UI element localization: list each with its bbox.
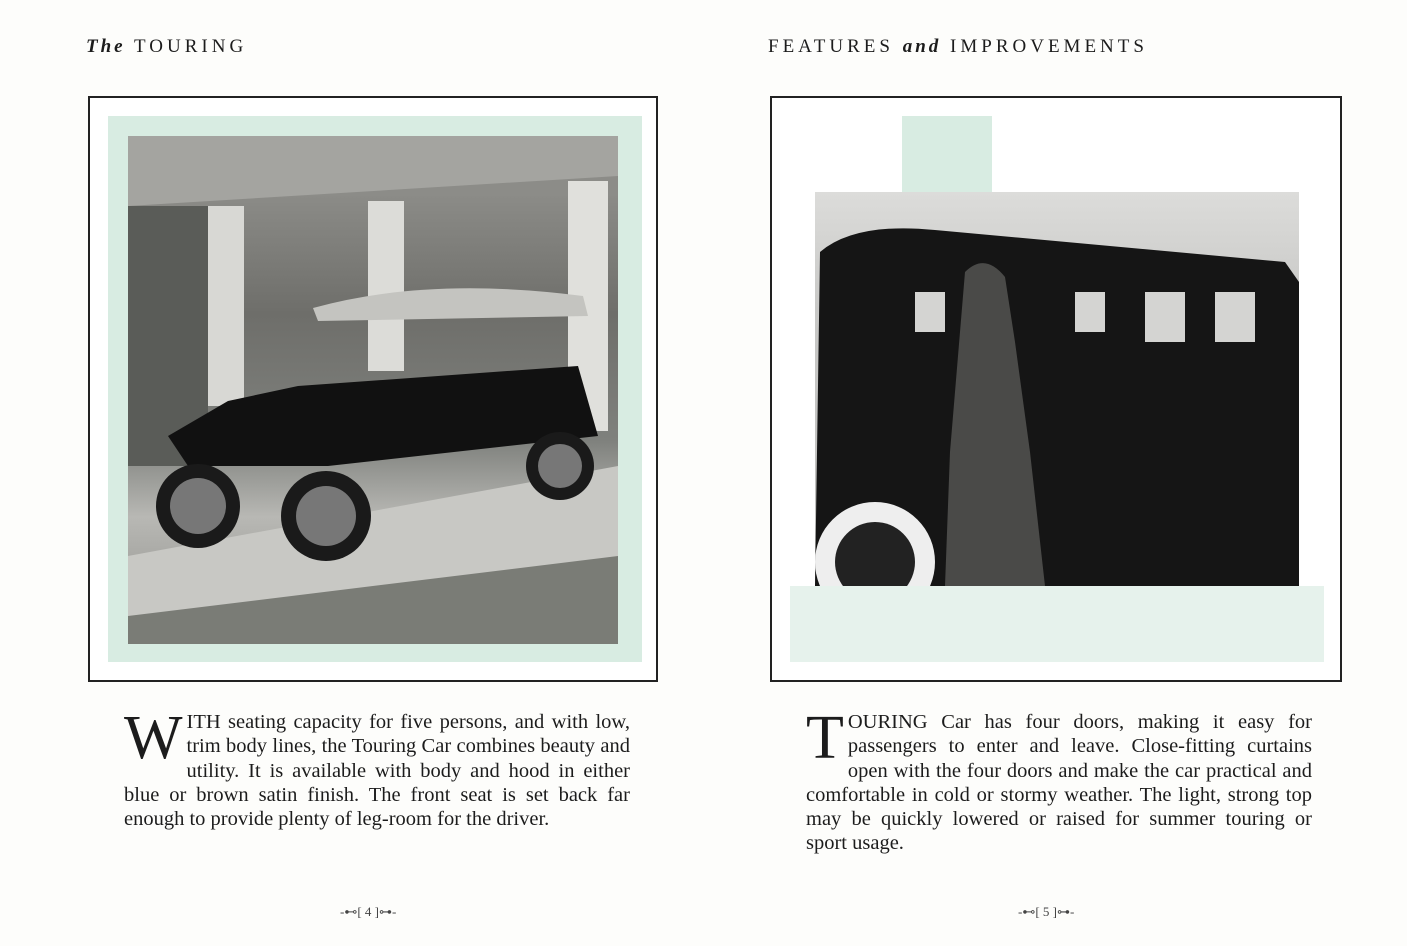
touring-car-illustration: [128, 136, 618, 644]
mint-background: [902, 116, 992, 196]
touring-car-photo: [128, 136, 618, 644]
car-doors-photo-frame: [770, 96, 1342, 682]
mint-background: [790, 586, 1324, 662]
header-prefix: The: [86, 36, 126, 57]
car-with-woman-illustration: [815, 192, 1299, 586]
touring-car-photo-frame: [88, 96, 658, 682]
drop-cap: W: [124, 704, 183, 772]
paragraph: ITH seating capacity for five persons, and with low, trim body lines, the Touring Car combines beauty and utility. It is available with body and hood in either blue or brown satin finish. The front seat is set back far enough to provide plenty of leg-room for the driver.: [124, 711, 630, 831]
left-page-header: [86, 36, 247, 58]
right-page-body-text: [806, 704, 1312, 856]
header-title: TOURING: [134, 36, 248, 57]
header-part: and: [902, 36, 942, 57]
paragraph: OURING Car has four doors, making it easy for passengers to enter and leave. Close-fitting curtains open with the four doors and make the car practical and comfortable in cold or stormy weather. The light, strong top may be quickly lowered or raised for summer touring or sport usage.: [806, 711, 1312, 855]
left-page-body-text: [124, 704, 630, 831]
header-part: IMPROVEMENTS: [950, 36, 1148, 57]
right-page-header: [768, 36, 1148, 58]
page-number-right: -⊷[ 5 ]⊶-: [1018, 904, 1075, 919]
page-number-left: -⊷[ 4 ]⊶-: [340, 904, 397, 919]
header-part: FEATURES: [768, 36, 894, 57]
car-doors-photo: [815, 192, 1299, 586]
drop-cap: T: [806, 704, 844, 772]
